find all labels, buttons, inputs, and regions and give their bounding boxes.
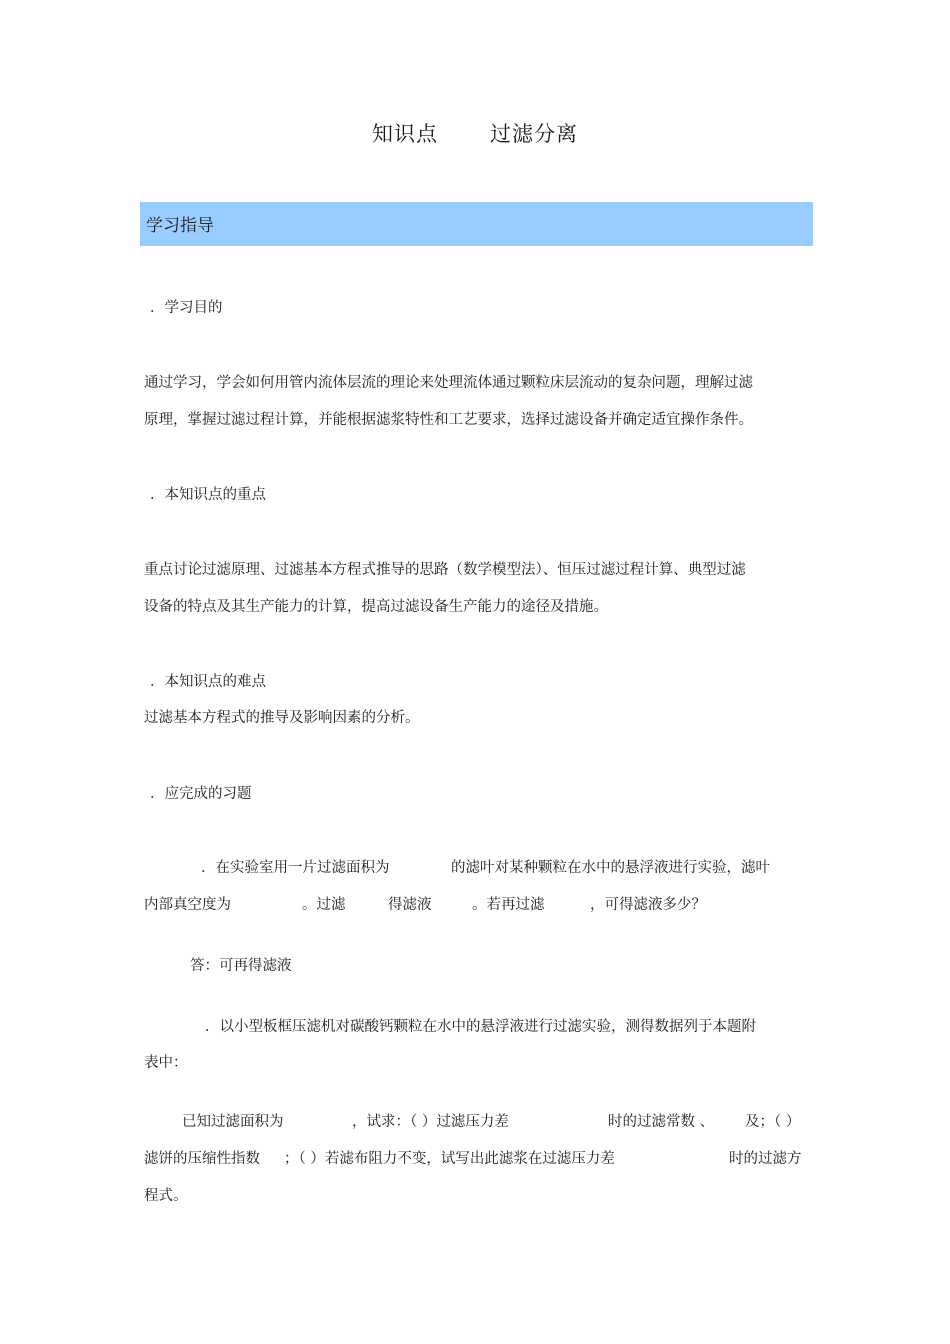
heading-learning-goals: ．学习目的 bbox=[150, 300, 223, 316]
q1-line2-part-b: 。过滤 bbox=[302, 897, 346, 913]
key-points-line-1: 重点讨论过滤原理、过滤基本方程式推导的思路（数学模型法）、恒压过滤过程计算、典型过滤 bbox=[144, 562, 746, 578]
section-banner bbox=[140, 202, 813, 246]
q1-line2-part-e: ，可得滤液多少？ bbox=[590, 897, 706, 913]
banner-title: 学习指导 bbox=[146, 216, 214, 236]
heading-key-points: ．本知识点的重点 bbox=[150, 487, 266, 503]
page-title-part2: 过滤分离 bbox=[490, 122, 578, 146]
q2-line4-part-b: ；（ ）若滤布阻力不变，试写出此滤浆在过滤压力差 bbox=[284, 1151, 615, 1167]
goals-line-2: 原理，掌握过滤过程计算，并能根据滤浆特性和工艺要求，选择过滤设备并确定适宜操作条件。 bbox=[144, 412, 753, 428]
difficulties-line-1: 过滤基本方程式的推导及影响因素的分析。 bbox=[144, 710, 420, 726]
q1-line2-part-d: 。若再过滤 bbox=[472, 897, 545, 913]
q2-line4-part-a: 滤饼的压缩性指数 bbox=[144, 1151, 260, 1167]
q1-line1-part-a: ．在实验室用一片过滤面积为 bbox=[201, 860, 390, 876]
q2-line-5: 程式。 bbox=[144, 1188, 188, 1204]
key-points-line-2: 设备的特点及其生产能力的计算，提高过滤设备生产能力的途径及措施。 bbox=[144, 599, 608, 615]
q2-line3-part-d: 及；（ ） bbox=[745, 1114, 801, 1130]
q2-line-1: ．以小型板框压滤机对碳酸钙颗粒在水中的悬浮液进行过滤实验，测得数据列于本题附 bbox=[205, 1019, 756, 1035]
q1-line2-part-a: 内部真空度为 bbox=[144, 897, 231, 913]
q1-line1-part-b: 的滤叶对某种颗粒在水中的悬浮液进行实验，滤叶 bbox=[451, 860, 770, 876]
q2-line3-part-c: 时的过滤常数 、 bbox=[608, 1114, 715, 1130]
q2-line4-part-c: 时的过滤方 bbox=[729, 1151, 802, 1167]
q2-line3-part-b: ，试求：（ ）过滤压力差 bbox=[352, 1114, 509, 1130]
q1-line2-part-c: 得滤液 bbox=[388, 897, 432, 913]
q1-answer: 答：可再得滤液 bbox=[190, 958, 292, 974]
heading-difficulties: ．本知识点的难点 bbox=[150, 674, 266, 690]
heading-exercises: ．应完成的习题 bbox=[150, 786, 252, 802]
q2-line-2: 表中： bbox=[144, 1055, 188, 1071]
goals-line-1: 通过学习，学会如何用管内流体层流的理论来处理流体通过颗粒床层流动的复杂问题，理解过滤 bbox=[144, 375, 753, 391]
q2-line3-part-a: 已知过滤面积为 bbox=[182, 1114, 284, 1130]
page-title-part1: 知识点 bbox=[372, 122, 438, 146]
